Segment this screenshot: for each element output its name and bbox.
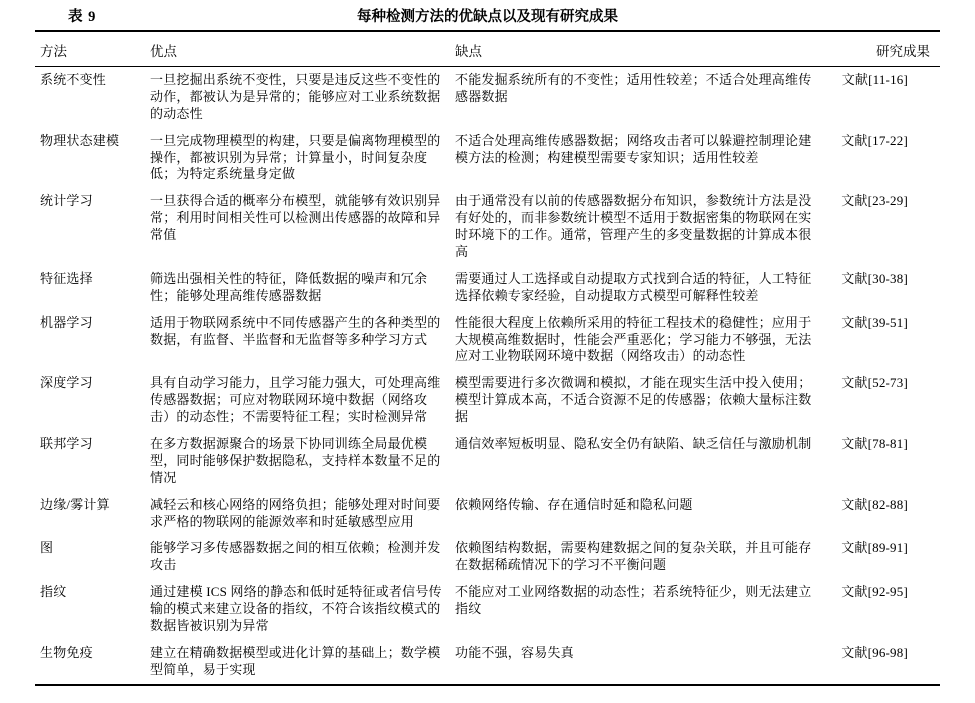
table-title: 每种检测方法的优缺点以及现有研究成果 (357, 9, 618, 25)
table-row (35, 579, 940, 640)
table-header (35, 31, 940, 67)
refs-cell: 文献[11-16] (841, 72, 908, 87)
refs-cell: 文献[82-88] (841, 496, 908, 512)
table-label: 表 9 (68, 9, 97, 25)
pros-cell: 具有自动学习能力，且学习能力强大，可处理高维传感器数据；可应对物联网环境中数据（网络攻击）的动态性；不需要特征工程；实时检测异常 (150, 375, 441, 425)
table-row (35, 431, 940, 492)
cons-cell: 通信效率短板明显、隐私安全仍有缺陷、缺乏信任与激励机制 (455, 436, 812, 452)
table-row (35, 370, 940, 431)
pros-cell: 一旦完成物理模型的构建，只要是偏离物理模型的操作，都被识别为异常；计算量小，时间复杂度低；为特定系统量身定做 (150, 132, 441, 182)
pros-cell: 筛选出强相关性的特征，降低数据的噪声和冗余性；能够处理高维传感器数据 (150, 270, 428, 303)
method-cell: 指纹 (40, 584, 67, 600)
cons-cell: 不适合处理高维传感器数据；网络攻击者可以躲避控制理论建模方法的检测；构建模型需要专家知识；适用性较差 (455, 132, 812, 165)
refs-cell: 文献[89-91] (841, 540, 908, 556)
table-body (35, 67, 940, 685)
table-row (35, 310, 940, 371)
cons-cell: 依赖网络传输、存在通信时延和隐私问题 (455, 496, 693, 512)
refs-cell: 文献[52-73] (841, 375, 908, 391)
table-row (35, 188, 940, 266)
refs-cell: 文献[30-38] (841, 270, 908, 286)
pros-cell: 一旦挖掘出系统不变性，只要是违反这些不变性的动作，都被认为是异常的；能够应对工业系统数据的动态性 (150, 72, 441, 121)
cons-cell: 不能发掘系统所有的不变性；适用性较差；不适合处理高维传感器数据 (455, 72, 812, 104)
method-cell: 深度学习 (40, 375, 93, 391)
pros-cell: 一旦获得合适的概率分布模型，就能够有效识别异常；利用时间相关性可以检测出传感器的故障和异常值 (150, 193, 441, 243)
cons-cell: 依赖图结构数据，需要构建数据之间的复杂关联，并且可能存在数据稀疏情况下的学习不平衡问题 (455, 540, 812, 573)
refs-cell: 文献[96-98] (841, 644, 908, 660)
table-row (35, 535, 940, 579)
method-cell: 图 (40, 540, 54, 556)
cons-cell: 性能很大程度上依赖所采用的特征工程技术的稳健性；应用于大规模高维数据时，性能会严重恶化；学习能力不够强，无法应对工业物联网环境中数据（网络攻击）的动态性 (455, 314, 812, 364)
table-row (35, 128, 940, 189)
cons-cell: 由于通常没有以前的传感器数据分布知识，参数统计方法是没有好处的，而非参数统计模型不适用于数据密集的物联网在实时环境下的工作。通常，管理产生的多变量数据的计算成本很高 (455, 193, 812, 260)
pros-cell: 适用于物联网系统中不同传感器产生的各种类型的数据，有监督、半监督和无监督等多种学习方式 (150, 314, 441, 347)
cons-cell: 不能应对工业网络数据的动态性；若系统特征少，则无法建立指纹 (455, 584, 812, 617)
refs-cell: 文献[39-51] (841, 314, 908, 330)
cons-cell: 功能不强，容易失真 (455, 644, 574, 660)
pros-cell: 能够学习多传感器数据之间的相互依赖；检测并发攻击 (150, 540, 441, 573)
pros-cell: 通过建模 ICS 网络的静态和低时延特征或者信号传输的模式来建立设备的指纹，不符合该指纹模式的数据皆被识别为异常 (150, 584, 442, 634)
refs-cell: 文献[78-81] (841, 436, 908, 452)
refs-cell: 文献[23-29] (841, 193, 908, 209)
cons-cell: 模型需要进行多次微调和模拟，才能在现实生活中投入使用；模型计算成本高，不适合资源不足的传感器；依赖大量标注数据 (455, 375, 812, 425)
table-row (35, 492, 940, 536)
method-cell: 机器学习 (40, 314, 93, 330)
cons-cell: 需要通过人工选择或自动提取方式找到合适的特征，人工特征选择依赖专家经验，自动提取方式模型可解释性较差 (455, 270, 812, 303)
refs-cell: 文献[92-95] (841, 584, 908, 600)
header-cons: 缺点 (455, 31, 823, 67)
table-row (35, 640, 940, 685)
pros-cell: 在多方数据源聚合的场景下协同训练全局最优模型，同时能够保护数据隐私，支持样本数量不足的情况 (150, 436, 441, 485)
table-row (35, 67, 940, 128)
table-row (35, 266, 940, 310)
refs-cell: 文献[17-22] (841, 132, 908, 148)
header-row (35, 31, 940, 67)
pros-cell: 减轻云和核心网络的网络负担；能够处理对时间要求严格的物联网的能源效率和时延敏感型应用 (150, 496, 441, 529)
method-cell: 边缘/雾计算 (40, 496, 110, 512)
header-method: 方法 (35, 31, 150, 67)
detection-methods-table (35, 30, 940, 686)
method-cell: 物理状态建模 (40, 132, 120, 148)
method-cell: 联邦学习 (40, 436, 93, 452)
table-caption (35, 5, 940, 28)
method-cell: 系统不变性 (40, 72, 107, 87)
header-refs: 研究成果 (823, 31, 940, 67)
method-cell: 特征选择 (40, 270, 93, 286)
pros-cell: 建立在精确数据模型或进化计算的基础上；数学模型简单，易于实现 (150, 644, 441, 677)
header-pros: 优点 (150, 31, 455, 67)
method-cell: 生物免疫 (40, 644, 93, 660)
method-cell: 统计学习 (40, 193, 93, 209)
